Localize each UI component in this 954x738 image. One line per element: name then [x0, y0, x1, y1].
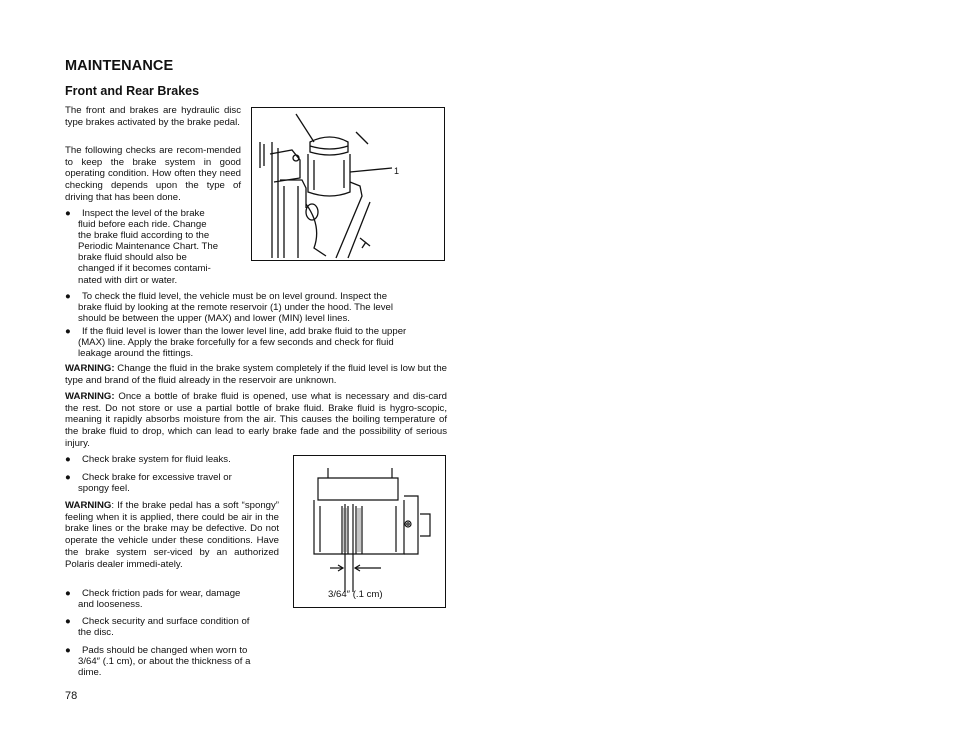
bullet-text: Check security and surface condition of the disc.	[78, 616, 250, 639]
section-title: MAINTENANCE	[65, 58, 174, 74]
bullet-icon: ●	[65, 291, 71, 302]
bullet-check-level	[65, 291, 449, 324]
bullet-travel	[65, 472, 285, 494]
bullet-icon: ●	[65, 326, 71, 337]
warning-text: Change the fluid in the brake system completely if the fluid level is low but the type and brand of the fluid already in the reservoir are unknown.	[65, 363, 447, 386]
warning-fluid-storage	[65, 391, 447, 450]
bullet-text: Check brake system for fluid leaks.	[82, 454, 231, 465]
bullet-icon: ●	[65, 645, 71, 656]
bullet-text: To check the fluid level, the vehicle must be on level ground. Inspect the brake fluid by looking at the remote reservoir (1) under the hood. The level should be between the upper (MAX) and lower (MIN) level lines.	[78, 291, 393, 325]
bullet-disc	[65, 616, 285, 638]
checks-intro-paragraph: The following checks are recom-mended to keep the brake system in good operating condition. How often they need checking depends upon the type of driving that has been done.	[65, 145, 241, 203]
bullet-text: Check friction pads for wear, damage and looseness.	[78, 588, 241, 611]
warning-label: WARNING:	[65, 391, 115, 402]
warning-label: WARNING:	[65, 363, 115, 374]
intro-paragraph: The front and brakes are hydraulic disc type brakes activated by the brake pedal.	[65, 105, 241, 128]
bullet-icon: ●	[65, 616, 71, 627]
reservoir-figure	[251, 107, 445, 261]
bullet-icon: ●	[65, 454, 71, 465]
bullet-leaks	[65, 454, 285, 465]
bullet-text: Pads should be changed when worn to 3/64″ (.1 cm), or about the thickness of a dime.	[78, 645, 251, 679]
warning-spongy-pedal	[65, 500, 279, 570]
bullet-low-level	[65, 326, 449, 359]
bullet-text: Check brake for excessive travel or spongy feel.	[78, 472, 232, 495]
warning-text: Once a bottle of brake fluid is opened, use what is necessary and dis-card the rest. Do not store or use a partial bottle of brake fluid. Brake fluid is hygro-scopic, meaning it rapidly absorbs moisture from the air. This causes the boiling temperature of the brake fluid to drop, which can lead to early brake fade and the possibility of serious injury.	[65, 391, 448, 449]
reservoir-illustration	[252, 108, 444, 260]
warning-label: WARNING	[65, 500, 112, 511]
reservoir-callout-label: 1	[394, 166, 400, 176]
bullet-icon: ●	[65, 588, 71, 599]
bullet-pads	[65, 588, 285, 610]
subsection-title: Front and Rear Brakes	[65, 84, 200, 98]
pad-thickness-caption: 3/64″ (.1 cm)	[328, 589, 383, 600]
bullet-text: Inspect the level of the brake fluid before each ride. Change the brake fluid according to the Periodic Maintenance Chart. The brake fluid should also be changed if it becomes contami- nated with dirt or water.	[78, 208, 219, 286]
bullet-fluid-level	[65, 208, 245, 286]
warning-fluid-type	[65, 363, 447, 386]
bullet-replace-pads	[65, 645, 285, 678]
warning-text: : If the brake pedal has a soft “spongy” feeling when it is applied, there could be air in the brake lines or the brake may be defective. Do not operate the vehicle under these conditions. Have the brake system ser-viced by an authorized Polaris dealer immedi-ately.	[65, 500, 279, 570]
bullet-text: If the fluid level is lower than the lower level line, add brake fluid to the upper (MAX) line. Apply the brake forcefully for a few seconds and check for fluid leakage around the fittings.	[78, 326, 407, 360]
brake-pad-illustration	[294, 456, 445, 607]
brake-pad-figure	[293, 455, 446, 608]
bullet-icon: ●	[65, 208, 71, 219]
page-number: 78	[65, 690, 78, 702]
bullet-icon: ●	[65, 472, 71, 483]
